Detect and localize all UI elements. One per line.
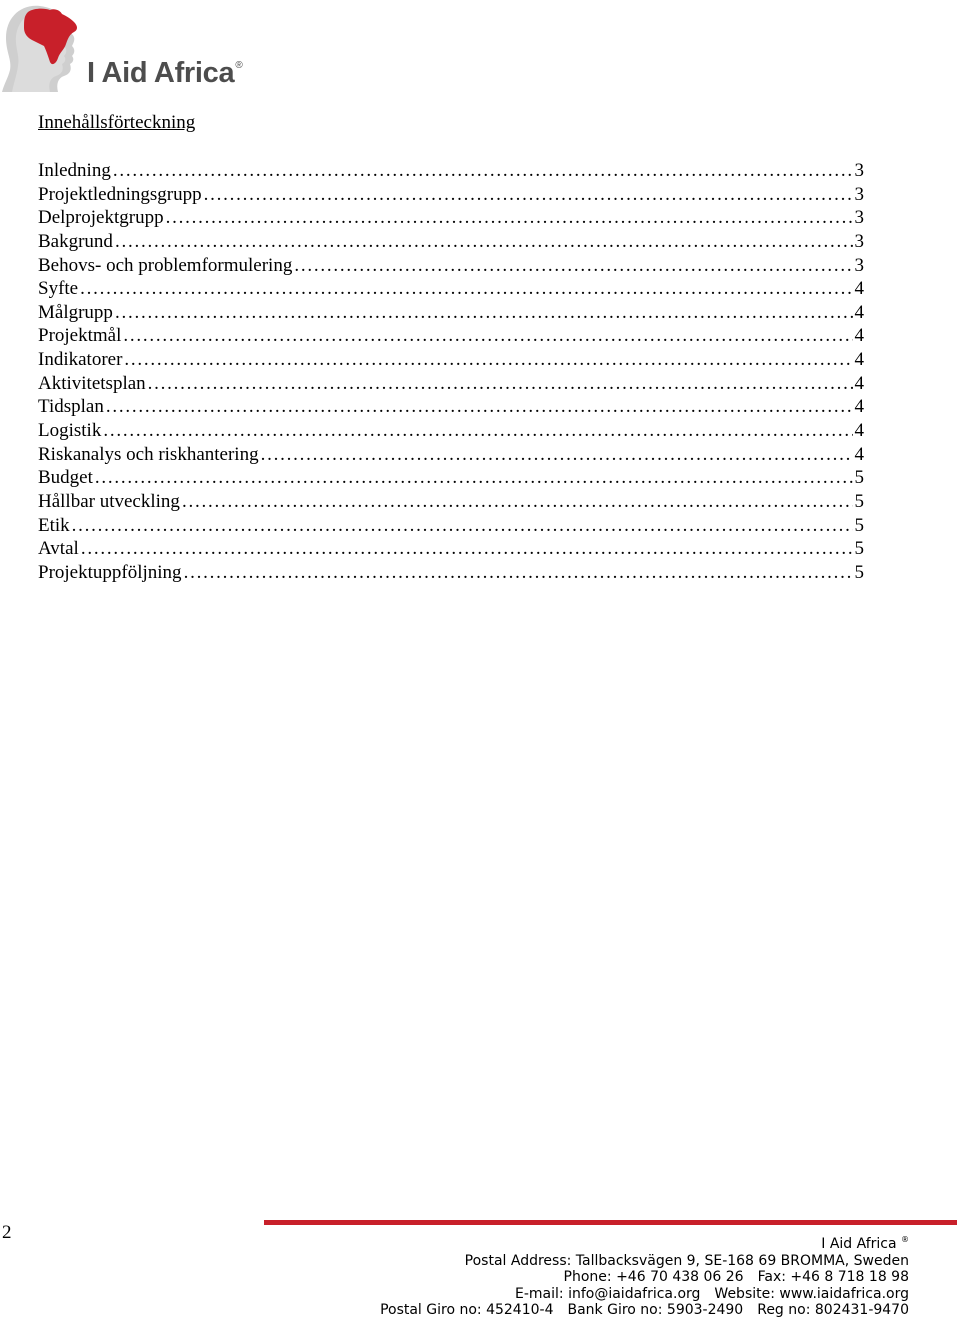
toc-entry-title[interactable]: Avtal xyxy=(38,538,79,560)
toc-entry-page[interactable]: 4 xyxy=(854,372,864,394)
toc-entry[interactable] xyxy=(38,183,864,207)
toc-entry-page[interactable]: 5 xyxy=(854,467,864,489)
toc-entry[interactable] xyxy=(38,443,864,467)
toc-entry-page[interactable]: 4 xyxy=(854,301,864,323)
footer-website[interactable]: Website: www.iaidafrica.org xyxy=(714,1285,909,1302)
toc-entry-title[interactable]: Projektmål xyxy=(38,325,122,347)
toc-entry[interactable] xyxy=(38,490,864,514)
footer-divider xyxy=(264,1220,957,1225)
toc-entry-title[interactable]: Projektuppföljning xyxy=(38,561,182,583)
footer-bank-giro: Bank Giro no: 5903-2490 xyxy=(567,1302,744,1319)
toc-entry[interactable] xyxy=(38,301,864,325)
toc-dot-leader xyxy=(106,395,853,419)
toc-entry-page[interactable]: 4 xyxy=(854,278,864,300)
toc-dot-leader xyxy=(294,254,852,278)
footer-registration xyxy=(380,1302,909,1319)
logo-text: I Aid Africa® xyxy=(87,57,243,89)
toc-entry[interactable] xyxy=(38,537,864,561)
toc-entry[interactable] xyxy=(38,254,864,278)
toc-entry-title[interactable]: Budget xyxy=(38,467,93,489)
footer-phone-fax xyxy=(380,1269,909,1286)
toc-dot-leader xyxy=(182,490,853,514)
toc-entry[interactable] xyxy=(38,159,864,183)
toc-entry[interactable] xyxy=(38,395,864,419)
toc-entry-page[interactable]: 5 xyxy=(854,538,864,560)
toc-entry-page[interactable]: 4 xyxy=(854,443,864,465)
toc-entry-title[interactable]: Behovs- och problemformulering xyxy=(38,254,293,276)
toc-entry-title[interactable]: Bakgrund xyxy=(38,230,113,252)
footer-reg-no: Reg no: 802431-9470 xyxy=(757,1302,909,1319)
toc-entry-page[interactable]: 3 xyxy=(854,183,864,205)
footer-fax: Fax: +46 8 718 18 98 xyxy=(757,1269,909,1286)
toc-entry[interactable] xyxy=(38,206,864,230)
toc-entry-page[interactable]: 3 xyxy=(854,254,864,276)
toc-dot-leader xyxy=(261,443,853,467)
toc-entry-title[interactable]: Logistik xyxy=(38,420,102,442)
toc-entry-page[interactable]: 4 xyxy=(854,396,864,418)
toc-entry-page[interactable]: 5 xyxy=(854,561,864,583)
toc-entry-page[interactable]: 3 xyxy=(854,230,864,252)
toc-dot-leader xyxy=(204,183,853,207)
toc-entry-title[interactable]: Etik xyxy=(38,514,70,536)
toc-dot-leader xyxy=(123,324,852,348)
toc-entry[interactable] xyxy=(38,561,864,585)
toc-entry-page[interactable]: 4 xyxy=(854,349,864,371)
footer-contact xyxy=(380,1232,909,1319)
toc-dot-leader xyxy=(80,277,852,301)
toc-entry-page[interactable]: 5 xyxy=(854,490,864,512)
toc-entry[interactable] xyxy=(38,514,864,538)
toc-entry-title[interactable]: Projektledningsgrupp xyxy=(38,183,202,205)
logo xyxy=(0,0,270,100)
toc-entry-page[interactable]: 4 xyxy=(854,325,864,347)
toc-dot-leader xyxy=(115,230,853,254)
toc-entry-title[interactable]: Målgrupp xyxy=(38,301,113,323)
toc-dot-leader xyxy=(115,301,853,325)
toc-entry-title[interactable]: Aktivitetsplan xyxy=(38,372,146,394)
toc-entry[interactable] xyxy=(38,324,864,348)
toc-entry-page[interactable]: 3 xyxy=(854,207,864,229)
footer-postal-address: Postal Address: Tallbacksvägen 9, SE-168 69 BROMMA, Sweden xyxy=(464,1252,909,1269)
toc-entry[interactable] xyxy=(38,230,864,254)
toc-heading[interactable]: Innehållsförteckning xyxy=(38,112,196,133)
toc-dot-leader xyxy=(81,537,853,561)
table-of-contents xyxy=(38,159,864,585)
toc-entry[interactable] xyxy=(38,419,864,443)
toc-entry-page[interactable]: 4 xyxy=(854,420,864,442)
toc-entry-title[interactable]: Syfte xyxy=(38,278,79,300)
page-number: 2 xyxy=(2,1222,12,1243)
toc-entry-title[interactable]: Tidsplan xyxy=(38,396,104,418)
toc-entry-page[interactable]: 3 xyxy=(854,160,864,181)
footer-phone: Phone: +46 70 438 06 26 xyxy=(563,1269,744,1286)
footer-email-website xyxy=(380,1286,909,1303)
toc-dot-leader xyxy=(124,348,852,372)
footer-postal-giro: Postal Giro no: 452410-4 xyxy=(380,1302,554,1319)
toc-entry-title[interactable]: Hållbar utveckling xyxy=(38,490,180,512)
toc-entry-title[interactable]: Indikatorer xyxy=(38,349,123,371)
toc-dot-leader xyxy=(103,419,852,443)
toc-dot-leader xyxy=(113,159,853,183)
toc-entry[interactable] xyxy=(38,277,864,301)
toc-entry[interactable] xyxy=(38,372,864,396)
toc-entry[interactable] xyxy=(38,466,864,490)
toc-entry-title[interactable]: Riskanalys och riskhantering xyxy=(38,443,259,465)
africa-head-silhouette-icon xyxy=(0,0,90,95)
toc-dot-leader xyxy=(148,372,853,396)
footer-org-name: I Aid Africa ® xyxy=(821,1235,909,1252)
toc-dot-leader xyxy=(184,561,853,585)
toc-dot-leader xyxy=(95,466,853,490)
toc-entry-title[interactable]: Delprojektgrupp xyxy=(38,207,164,229)
footer-email[interactable]: E-mail: info@iaidafrica.org xyxy=(515,1285,701,1302)
toc-entry[interactable] xyxy=(38,348,864,372)
toc-dot-leader xyxy=(166,206,853,230)
toc-dot-leader xyxy=(72,514,853,538)
toc-entry-title[interactable]: Inledning xyxy=(38,160,111,181)
toc-entry-page[interactable]: 5 xyxy=(854,514,864,536)
